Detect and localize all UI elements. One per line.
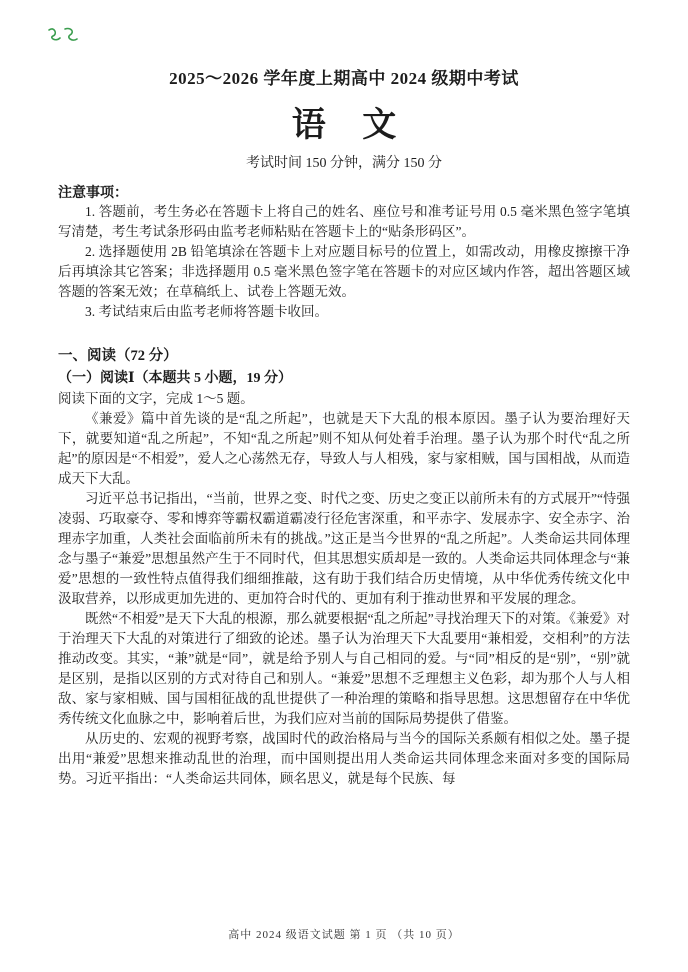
passage-paragraph: 既然“不相爱”是天下大乱的根源，那么就要根据“乱之所起”寻找治理天下的对策。《兼爱》对于治理天下大乱的对策进行了细致的论述。墨子认为治理天下大乱要用“兼相爱，交相利”的方法推动改变。其实，“兼”就是“同”，就是给予别人与自己相同的爱。与“同”相反的是“别”，“别”就是区别，是指以区别的方式对待自己和别人。“兼爱”思想不乏理想主义色彩，却为那个人与人相敌、家与家相贼、国与国相征战的乱世提供了一种治理的策略和指导思想。这思想留存在中华优秀传统文化血脉之中，影响着后世，为我们应对当前的国际局势提供了借鉴。 bbox=[58, 611, 630, 726]
notice-section bbox=[58, 182, 630, 322]
notice-item: 2. 选择题使用 2B 铅笔填涂在答题卡上对应题目标号的位置上，如需改动，用橡皮擦擦干净后再填涂其它答案；非选择题用 0.5 毫米黑色签字笔在答题卡的对应区域内作答，超出答题区域答题的答案无效；在草稿纸上、试卷上答题无效。 bbox=[58, 244, 630, 299]
reading-instruction: 阅读下面的文字，完成 1～5 题。 bbox=[58, 391, 254, 406]
passage-paragraph: 从历史的、宏观的视野考察，战国时代的政治格局与当今的国际关系颇有相似之处。墨子提出用“兼爱”思想来推动乱世的治理，而中国则提出用人类命运共同体理念来面对多变的国际局势。习近平指出：“人类命运共同体，顾名思义，就是每个民族、每 bbox=[58, 731, 630, 786]
exam-info: 考试时间 150 分钟，满分 150 分 bbox=[246, 156, 442, 171]
notice-item: 3. 考试结束后由监考老师将答题卡收回。 bbox=[85, 304, 328, 319]
subject-title: 语 文 bbox=[291, 107, 411, 144]
reading-passage bbox=[58, 409, 630, 789]
notice-heading: 注意事项： bbox=[58, 186, 128, 201]
exam-title: 2025～2026 学年度上期高中 2024 级期中考试 bbox=[169, 69, 519, 88]
passage-paragraph: 习近平总书记指出，“当前，世界之变、时代之变、历史之变正以前所未有的方式展开”“恃强凌弱、巧取豪夺、零和博弈等霸权霸道霸凌行径危害深重，和平赤字、发展赤字、安全赤字、治理赤字加重，人类社会面临前所未有的挑战。”这正是当今世界的“乱之所起”。人类命运共同体理念与墨子“兼爱”思想虽然产生于不同时代，但其思想实质却是一致的。人类命运共同体理念与“兼爱”思想的一致性特点值得我们细细推敲，这有助于我们结合历史情境，从中华优秀传统文化中汲取营养，以形成更加先进的、更加符合时代的、更加有利于推动世界和平发展的理念。 bbox=[58, 491, 630, 606]
section-heading: 一、阅读（72 分） bbox=[58, 348, 178, 364]
green-stamp-icon bbox=[46, 24, 80, 50]
passage-paragraph: 《兼爱》篇中首先谈的是“乱之所起”，也就是天下大乱的根本原因。墨子认为要治理好天下，就要知道“乱之所起”，不知“乱之所起”则不知从何处着手治理。墨子认为那个时代“乱之所起”的原因是“不相爱”，爱人之心荡然无存，导致人与人相残，家与家相贼，国与国相战，从而造成天下大乱。 bbox=[58, 411, 630, 486]
page-footer: 高中 2024 级语文试题 第 1 页 （共 10 页） bbox=[228, 929, 460, 941]
reading-section bbox=[58, 344, 630, 409]
notice-item: 1. 答题前，考生务必在答题卡上将自己的姓名、座位号和准考证号用 0.5 毫米黑色签字笔填写清楚，考生考试条形码由监考老师粘贴在答题卡上的“贴条形码区”。 bbox=[58, 204, 630, 239]
subsection-heading: （一）阅读Ⅰ（本题共 5 小题，19 分） bbox=[58, 371, 293, 386]
